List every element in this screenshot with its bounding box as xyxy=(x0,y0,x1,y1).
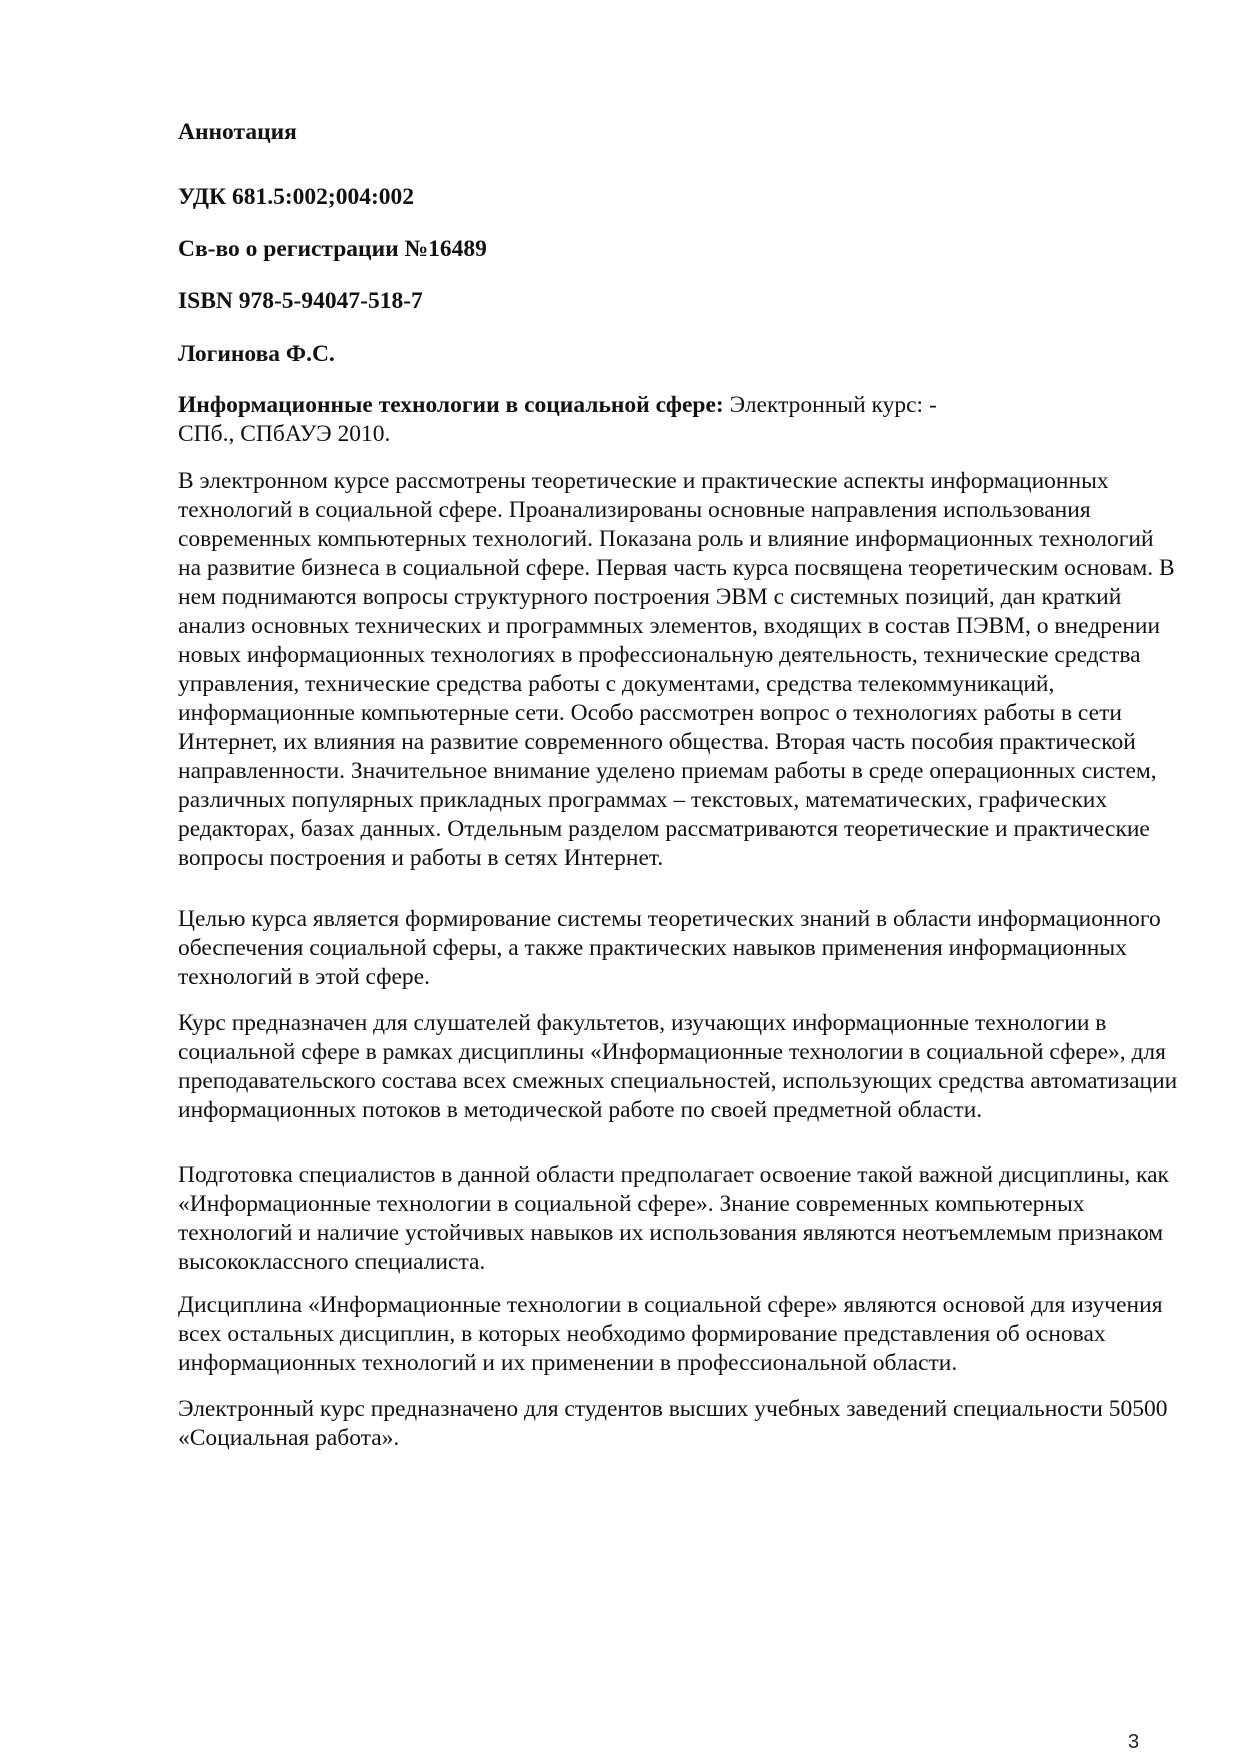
registration-number: Св-во о регистрации №16489 xyxy=(178,236,487,262)
page-number: 3 xyxy=(1128,1731,1140,1753)
udk-code: УДК 681.5:002;004:002 xyxy=(178,184,415,210)
citation xyxy=(178,391,958,449)
citation-title: Информационные технологии в социальной сфере: xyxy=(178,392,724,418)
paragraph-discipline: Дисциплина «Информационные технологии в социальной сфере» являются основой для изучения всех остальных дисциплин, в которых необходимо формирование представления об основах информационных технологий и их применении в профессиональной области. xyxy=(178,1292,1163,1376)
citation-publisher: Электронный курс: - СПб., СПбАУЭ 2010. xyxy=(178,392,937,447)
isbn-number: ISBN 978-5-94047-518-7 xyxy=(178,288,423,314)
annotation-heading: Аннотация xyxy=(178,119,297,145)
paragraph-audience: Курс предназначен для слушателей факультетов, изучающих информационные технологии в социальной сфере в рамках дисциплины «Информационные технологии в социальной сфере», для преподавательского состава всех смежных специальностей, использующих средства автоматизации информационных потоков в методической работе по своей предметной области. xyxy=(178,1010,1178,1123)
paragraph-preparation: Подготовка специалистов в данной области предполагает освоение такой важной дисциплины, как «Информационные технологии в социальной сфере». Знание современных компьютерных технологий и наличие устойчивых навыков их использования являются неотъемлемым признаком высококлассного специалиста. xyxy=(178,1162,1169,1275)
author-name: Логинова Ф.С. xyxy=(178,341,335,367)
paragraph-description: В электронном курсе рассмотрены теоретические и практические аспекты информационных технологий в социальной сфере. Проанализированы основные направления использования современных компьютерных технологий. Показана роль и влияние информационных технологий на развитие бизнеса в социальной сфере. Первая часть курса посвящена теоретическим основам. В нем поднимаются вопросы структурного построения ЭВМ с системных позиций, дан краткий анализ основных технических и программных элементов, входящих в состав ПЭВМ, о внедрении новых информационных технологиях в профессиональную деятельность, технические средства управления, технические средства работы с документами, средства телекоммуникаций, информационные компьютерные сети. Особо рассмотрен вопрос о технологиях работы в сети Интернет, их влияния на развитие современного общества. Вторая часть пособия практической направленности. Значительное внимание уделено приемам работы в среде операционных систем, различных популярных прикладных программах – текстовых, математических, графических редакторах, базах данных. Отдельным разделом рассматриваются теоретические и практические вопросы построения и работы в сетях Интернет. xyxy=(178,468,1175,871)
paragraph-goal: Целью курса является формирование системы теоретических знаний в области информационного обеспечения социальной сферы, а также практических навыков применения информационных технологий в этой сфере. xyxy=(178,906,1161,990)
paragraph-students: Электронный курс предназначено для студентов высших учебных заведений специальности 50500 «Социальная работа». xyxy=(178,1396,1168,1451)
